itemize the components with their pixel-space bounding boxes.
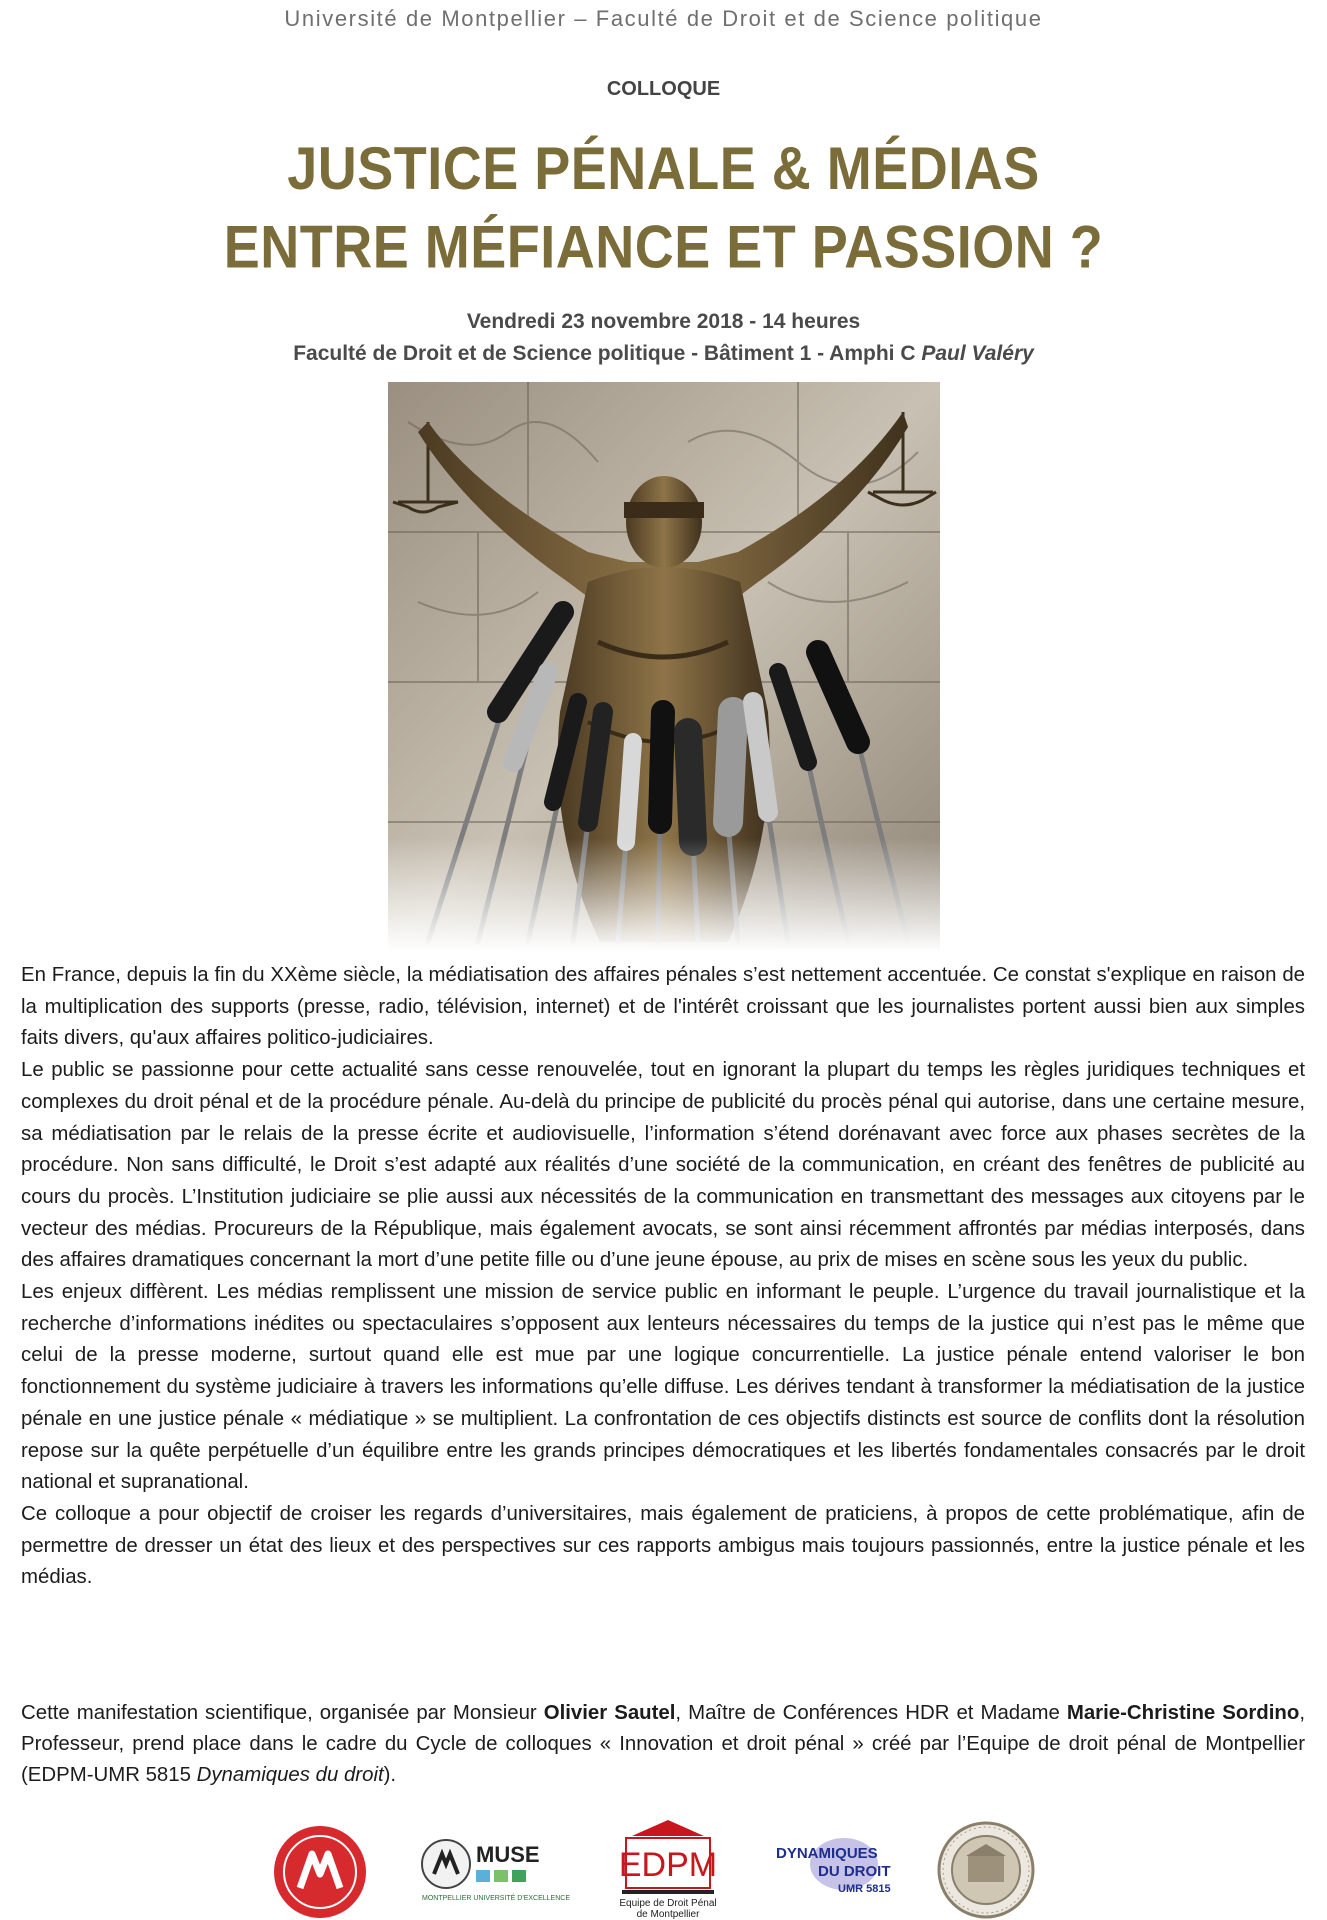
credits-text-3: , Professeur, prend place dans le cadre du Cycle de colloques « Innovation et droit pénal » créé par l’Equipe de droit pénal de Montpellier (EDPM-UMR 5815: [21, 1702, 1305, 1786]
edpm-title: EDPM: [618, 1846, 718, 1884]
organizer-name-1: Olivier Sautel: [543, 1702, 676, 1724]
event-type: COLLOQUE: [606, 78, 721, 100]
university-header: Université de Montpellier – Faculté de Droit et de Science politique: [284, 6, 1043, 31]
paragraph-3: Les enjeux diffèrent. Les médias remplissent une mission de service public en informant le peuple. L’urgence du travail journalistique et la recherche d’informations inédites ou spectaculaires s’opposent aux lenteurs nécessaires du temps de la justice qui n’est pas le même que celui de la presse moderne, surtout quand elle est mue par une logique concurrentielle. La justice pénale entend valoriser le bon fonctionnement du système judiciaire à travers les informations qu’elle diffuse. Les dérives tendant à transformer la médiatisation de la justice pénale en une justice pénale « médiatique » se multiplient. La confrontation de ces objectifs distincts est source de conflits dont la résolution repose sur la quête perpétuelle d’un équilibre entre les grands principes démocratiques et les libertés fondamentales consacrés par le droit national et supranational.: [21, 1281, 1305, 1494]
muse-logo: [420, 1834, 570, 1906]
paragraph-4: Ce colloque a pour objectif de croiser les regards d’universitaires, mais également de praticiens, à propos de cette problématique, afin de permettre de dresser un état des lieux et des perspectives sur ces rapports ambigus mais toujours passionnés, entre la justice pénale et les médias.: [21, 1502, 1305, 1589]
edpm-subtitle-2: de Montpellier: [636, 1909, 700, 1920]
muse-subtitle: MONTPELLIER UNIVERSITÉ D'EXCELLENCE: [422, 1895, 570, 1902]
title-line-2: ENTRE MÉFIANCE ET PASSION ?: [223, 213, 1104, 281]
credits-text-2: , Maître de Conférences HDR et Madame: [675, 1702, 1067, 1724]
event-title: [0, 130, 1327, 287]
edpm-subtitle-1: Equipe de Droit Pénal: [619, 1898, 717, 1909]
event-place-text: Faculté de Droit et de Science politique - Bâtiment 1 - Amphi C: [293, 342, 922, 365]
dynamiques-line-1: DYNAMIQUES: [776, 1845, 878, 1862]
dynamiques-line-3: UMR 5815: [838, 1883, 891, 1895]
faculty-seal-logo: [936, 1820, 1036, 1920]
organizer-name-2: Marie-Christine Sordino: [1066, 1702, 1300, 1724]
university-montpellier-logo: [272, 1824, 368, 1920]
event-place-room: Paul Valéry: [921, 342, 1034, 365]
partner-logos: [0, 1816, 1327, 1920]
title-line-1: JUSTICE PÉNALE & MÉDIAS: [287, 135, 1040, 203]
credits-text-1: Cette manifestation scientifique, organisée par Monsieur: [21, 1702, 544, 1724]
dynamiques-line-2: DU DROIT: [818, 1863, 891, 1880]
event-place: [0, 338, 1327, 370]
event-details: [0, 306, 1327, 370]
paragraph-1: En France, depuis la fin du XXème siècle, la médiatisation des affaires pénales s’est nettement accentuée. Ce constat s'explique en raison de la multiplication des supports (presse, radio, télévision, internet) et de l'intérêt croissant que les journalistes portent aussi bien aux simples faits divers, qu'aux affaires politico-judiciaires.: [21, 964, 1305, 1050]
muse-title: MUSE: [476, 1842, 540, 1867]
event-date: Vendredi 23 novembre 2018 - 14 heures: [466, 310, 861, 333]
credits-italic: Dynamiques du droit: [196, 1764, 384, 1786]
credits-text-4: ).: [383, 1764, 397, 1786]
organizers-credits: [21, 1698, 1305, 1791]
edpm-logo: [612, 1816, 724, 1920]
description-text: [21, 960, 1305, 1594]
justice-statue-microphones-image: [388, 382, 940, 952]
paragraph-2: Le public se passionne pour cette actualité sans cesse renouvelée, tout en ignorant la plupart du temps les règles juridiques techniques et complexes du droit pénal et de la procédure pénale. Au-delà du principe de publicité du procès pénal qui autorise, dans une certaine mesure, sa médiatisation par le relais de la presse écrite et audiovisuelle, l’information s’étend dorénavant avec force aux phases secrètes de la procédure. Non sans difficulté, le Droit s’est adapté aux réalités d’une société de la communication, en créant des fenêtres de publicité au cours du procès. L’Institution judiciaire se plie aussi aux nécessités de la communication en transmettant des messages aux citoyens par le vecteur des médias. Procureurs de la République, mais également avocats, se sont ainsi récemment affrontés par médias interposés, dans des affaires dramatiques concernant la mort d’une petite fille ou d’une jeune épouse, au prix de mises en scène sous les yeux du public.: [21, 1059, 1305, 1272]
dynamiques-du-droit-logo: [772, 1834, 890, 1902]
